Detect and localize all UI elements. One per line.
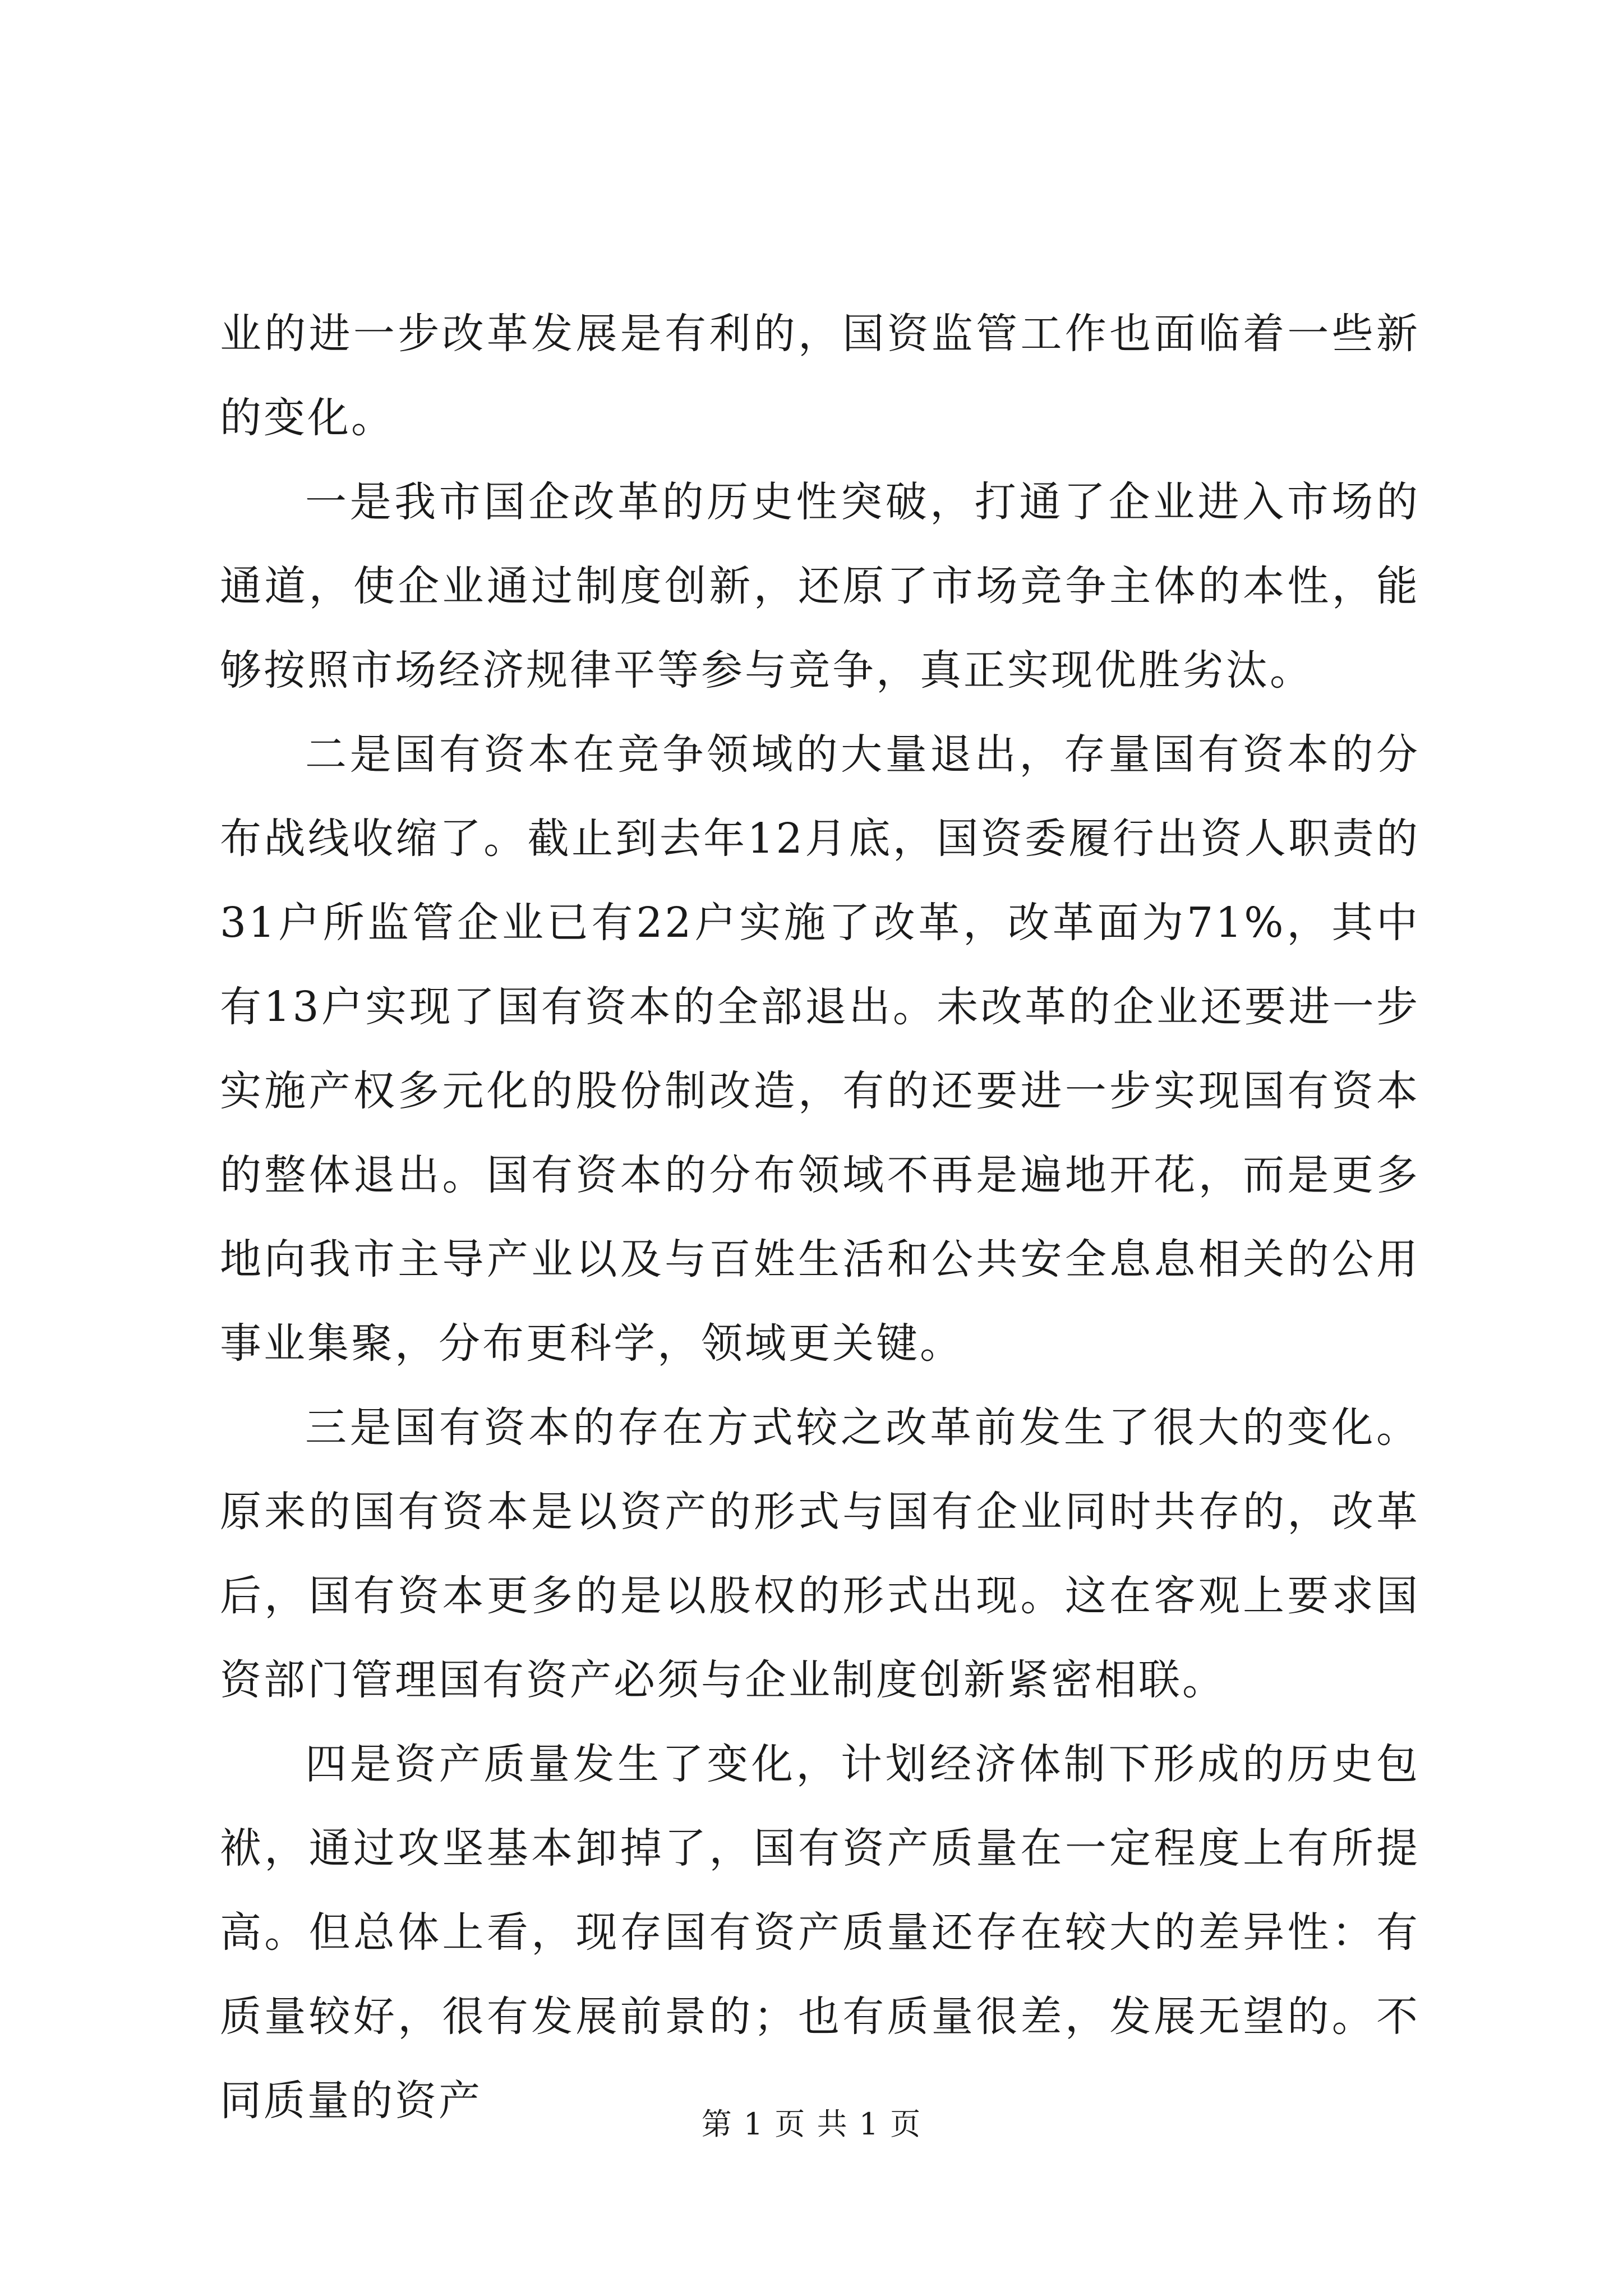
document-body xyxy=(220,292,1420,2143)
page-footer: 第 1 页 共 1 页 xyxy=(701,2106,922,2142)
paragraph-point-2: 二是国有资本在竞争领域的大量退出，存量国有资本的分布战线收缩了。截止到去年12月底，国资委履行出资人职责的31户所监管企业已有22户实施了改革，改革面为71%，其中有13户实现了国有资本的全部退出。未改革的企业还要进一步实施产权多元化的股份制改造，有的还要进一步实现国有资本的整体退出。国有资本的分布领域不再是遍地开花，而是更多地向我市主导产业以及与百姓生活和公共安全息息相关的公用事业集聚，分布更科学，领域更关键。 xyxy=(220,730,1420,1368)
paragraph-continuation: 业的进一步改革发展是有利的，国资监管工作也面临着一些新的变化。 xyxy=(220,310,1420,442)
paragraph-point-1: 一是我市国企改革的历史性突破，打通了企业进入市场的通道，使企业通过制度创新，还原了市场竞争主体的本性，能够按照市场经济规律平等参与竞争，真正实现优胜劣汰。 xyxy=(220,478,1420,694)
paragraph-point-3: 三是国有资本的存在方式较之改革前发生了很大的变化。原来的国有资本是以资产的形式与国有企业同时共存的，改革后，国有资本更多的是以股权的形式出现。这在客观上要求国资部门管理国有资产必须与企业制度创新紧密相联。 xyxy=(220,1404,1420,1704)
paragraph-point-4: 四是资产质量发生了变化，计划经济体制下形成的历史包袱，通过攻坚基本卸掉了，国有资产质量在一定程度上有所提高。但总体上看，现存国有资产质量还存在较大的差异性：有质量较好，很有发展前景的；也有质量很差，发展无望的。不同质量的资产 xyxy=(220,1740,1420,2125)
